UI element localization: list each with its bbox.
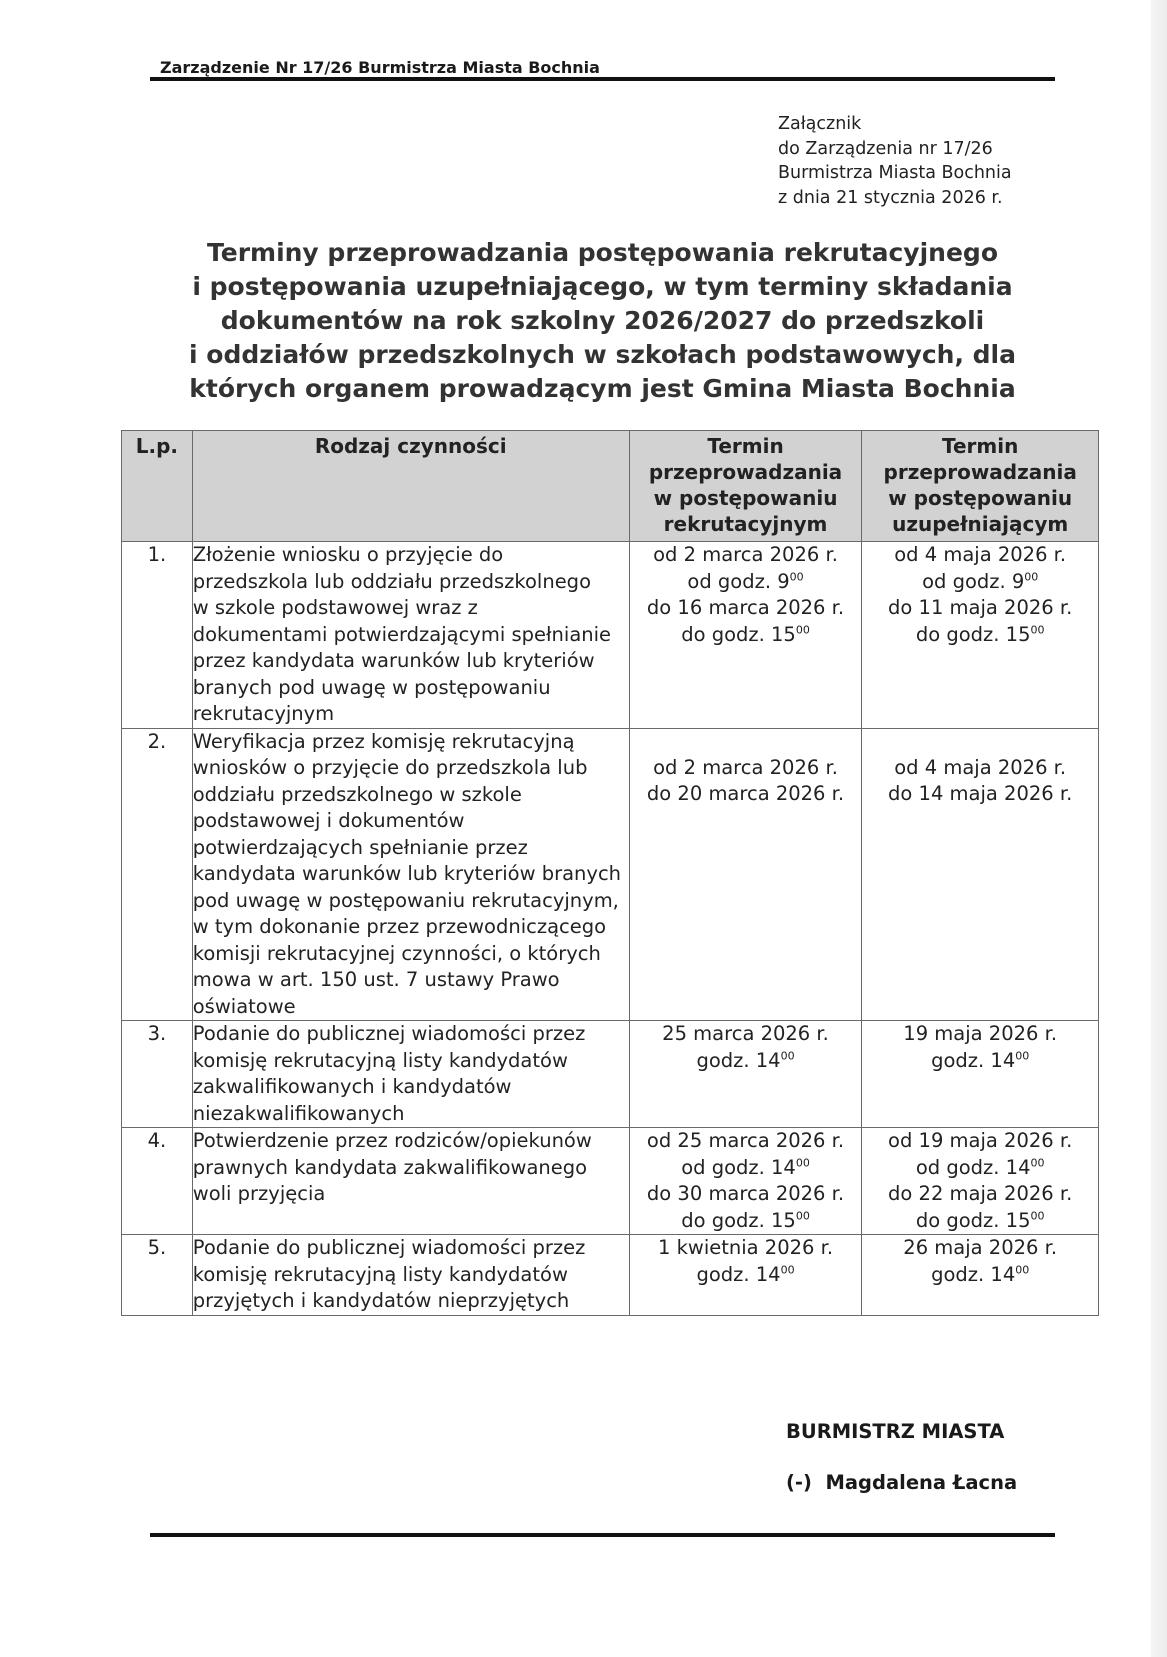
activity-line: Podanie do publicznej wiadomości przez [192,1022,586,1045]
term-line [862,1262,1098,1289]
document-title [150,236,1055,406]
term-time-superscript: 00 [1015,1263,1030,1276]
header-lp: L.p. [122,431,193,542]
activity-cell [192,542,629,729]
term-line [630,1048,862,1075]
activity-line: Potwierdzenie przez rodziców/opiekunów [192,1129,592,1152]
term-line [630,1235,862,1262]
supplementary-term-cell [862,1128,1099,1235]
activity-line: Weryfikacja przez komisję rekrutacyjną [192,729,575,753]
signature-title: BURMISTRZ MIASTA [786,1420,1005,1443]
activity-line: branych pod uwagę w postępowaniu [192,675,551,699]
term-line [862,569,1098,596]
term-time-superscript: 00 [789,570,804,583]
title-line: których organem prowadzącym jest Gmina Miasta Bochnia [189,374,1016,403]
document-header-title: Zarządzenie Nr 17/26 Burmistrza Miasta Bochnia [160,58,600,77]
term-text: od godz. 14 [915,1155,1031,1179]
term-text: do 30 marca 2026 r. [646,1182,845,1205]
term-text: do 20 marca 2026 r. [646,782,845,805]
term-line [862,1128,1098,1155]
activity-line: w tym dokonanie przez przewodniczącego [192,915,607,938]
term-text: od 4 maja 2026 r. [894,543,1067,566]
activity-cell [192,1128,629,1235]
term-time-superscript: 00 [780,1049,795,1062]
table-row [122,1128,1099,1235]
term-line [630,1208,862,1235]
term-text: od godz. 9 [922,569,1025,593]
recruitment-term-cell [629,728,862,1021]
activity-line: rekrutacyjnym [192,702,335,725]
row-number: 3. [122,1021,193,1128]
term-time-superscript: 00 [1030,623,1045,636]
row-number: 5. [122,1235,193,1316]
term-text: do godz. 15 [915,1208,1031,1232]
term-time-superscript: 00 [1015,1049,1030,1062]
activity-line: komisji rekrutacyjnej czynności, o których [192,941,601,965]
term-line [862,755,1098,782]
activity-line: mowa w art. 150 ust. 7 ustawy Prawo [192,968,560,991]
recruitment-term-cell [629,1128,862,1235]
activity-cell [192,1021,629,1128]
term-text: do 14 maja 2026 r. [888,782,1073,805]
term-line [630,569,862,596]
term-text: 19 maja 2026 r. [903,1022,1058,1045]
table-row [122,542,1099,729]
recruitment-term-cell [629,542,862,729]
activity-line: przyjętych i kandydatów nieprzyjętych [192,1289,570,1312]
term-line [862,622,1098,649]
row-number: 1. [122,542,193,729]
title-line: dokumentów na rok szkolny 2026/2027 do przedszkoli [220,306,985,335]
term-line [630,622,862,649]
term-text: od 4 maja 2026 r. [894,755,1067,779]
term-time-superscript: 00 [795,623,810,636]
term-text: godz. 14 [931,1262,1016,1286]
term-time-superscript: 00 [1030,1209,1045,1222]
activity-line: potwierdzających spełnianie przez [192,835,528,859]
activity-line: zakwalifikowanych i kandydatów [192,1075,512,1098]
attachment-line: Załącznik [778,114,862,134]
header-divider [150,77,1055,81]
table-row [122,1021,1099,1128]
term-line [862,1235,1098,1262]
supplementary-term-cell [862,542,1099,729]
term-text: do 22 maja 2026 r. [888,1182,1073,1205]
term-text: 26 maja 2026 r. [903,1236,1058,1259]
term-time-superscript: 00 [795,1156,810,1169]
supplementary-term-cell [862,1235,1099,1316]
recruitment-term-cell [629,1235,862,1316]
activity-line: komisję rekrutacyjną listy kandydatów [192,1262,568,1286]
signature-block [786,1420,1017,1494]
page-edge-shadow [1151,0,1167,1657]
term-line [862,1208,1098,1235]
activity-line: w szkole podstawowej wraz z [192,596,478,619]
activity-cell [192,1235,629,1316]
term-line [630,1181,862,1208]
signature-name: (-) Magdalena Łacna [786,1471,1018,1494]
term-text: godz. 14 [696,1262,781,1286]
term-text: godz. 14 [696,1048,781,1072]
term-text: od 2 marca 2026 r. [653,543,838,566]
supplementary-term-cell [862,728,1099,1021]
term-line [630,1155,862,1182]
term-text: do godz. 15 [915,622,1031,646]
term-line [862,1048,1098,1075]
table-header-row [122,431,1099,542]
title-line: Terminy przeprowadzania postępowania rekrutacyjnego [207,238,998,267]
term-line [862,1155,1098,1182]
title-line: i oddziałów przedszkolnych w szkołach podstawowych, dla [189,340,1016,369]
activity-line: pod uwagę w postępowaniu rekrutacyjnym, [192,888,619,912]
term-text: 25 marca 2026 r. [662,1022,829,1045]
term-text: od godz. 14 [681,1155,796,1179]
activity-line: niezakwalifikowanych [192,1101,405,1125]
activity-line: wniosków o przyjęcie do przedszkola lub [192,756,588,779]
term-text: do godz. 15 [681,1208,796,1232]
term-line [630,755,862,782]
activity-line: podstawowej i dokumentów [192,809,465,832]
attachment-line: z dnia 21 stycznia 2026 r. [778,187,1003,208]
activity-line: woli przyjęcia [192,1182,326,1205]
term-line [630,595,862,622]
term-line [862,1181,1098,1208]
header-term-recruitment: Termin przeprowadzania w postępowaniu rekrutacyjnym [629,431,862,542]
schedule-table [121,430,1099,1316]
attachment-line: do Zarządzenia nr 17/26 [778,138,993,159]
activity-line: dokumentami potwierdzającymi spełnianie [192,622,612,646]
term-text: godz. 14 [931,1048,1016,1072]
term-time-superscript: 00 [1024,570,1039,583]
term-line [630,542,862,569]
activity-line: Podanie do publicznej wiadomości przez [192,1236,586,1259]
term-line [862,781,1098,808]
activity-line: Złożenie wniosku o przyjęcie do [192,543,504,566]
title-line: i postępowania uzupełniającego, w tym terminy składania [192,272,1013,301]
table-row [122,728,1099,1021]
activity-line: przez kandydata warunków lub kryteriów [192,649,595,672]
term-text: do godz. 15 [681,622,796,646]
activity-line: komisję rekrutacyjną listy kandydatów [192,1048,568,1072]
term-time-superscript: 00 [1030,1156,1045,1169]
term-line [630,1262,862,1289]
row-number: 2. [122,728,193,1021]
term-line [630,1128,862,1155]
term-text: 1 kwietnia 2026 r. [657,1236,834,1259]
activity-cell [192,728,629,1021]
term-text: do 11 maja 2026 r. [888,596,1073,619]
term-line [630,781,862,808]
activity-line: kandydata warunków lub kryteriów branych [192,862,622,885]
activity-line: prawnych kandydata zakwalifikowanego [192,1155,588,1179]
activity-line: oświatowe [192,994,296,1018]
term-text: od 25 marca 2026 r. [646,1129,845,1152]
term-text: do 16 marca 2026 r. [646,596,845,619]
supplementary-term-cell [862,1021,1099,1128]
term-text: od 19 maja 2026 r. [888,1129,1073,1152]
footer-divider [150,1533,1055,1537]
table-row [122,1235,1099,1316]
term-line [862,595,1098,622]
term-time-superscript: 00 [780,1263,795,1276]
term-text: od godz. 9 [687,569,790,593]
activity-line: przedszkola lub oddziału przedszkolnego [192,569,591,593]
row-number: 4. [122,1128,193,1235]
term-line [630,1021,862,1048]
activity-line: oddziału przedszkolnego w szkole [192,782,522,806]
recruitment-term-cell [629,1021,862,1128]
term-line [862,542,1098,569]
header-activity: Rodzaj czynności [192,431,629,542]
attachment-line: Burmistrza Miasta Bochnia [778,163,1012,183]
term-line [862,1021,1098,1048]
attachment-note [778,112,1012,210]
header-term-supplementary: Termin przeprowadzania w postępowaniu uzupełniającym [862,431,1099,542]
term-time-superscript: 00 [795,1209,810,1222]
term-text: od 2 marca 2026 r. [653,755,838,779]
